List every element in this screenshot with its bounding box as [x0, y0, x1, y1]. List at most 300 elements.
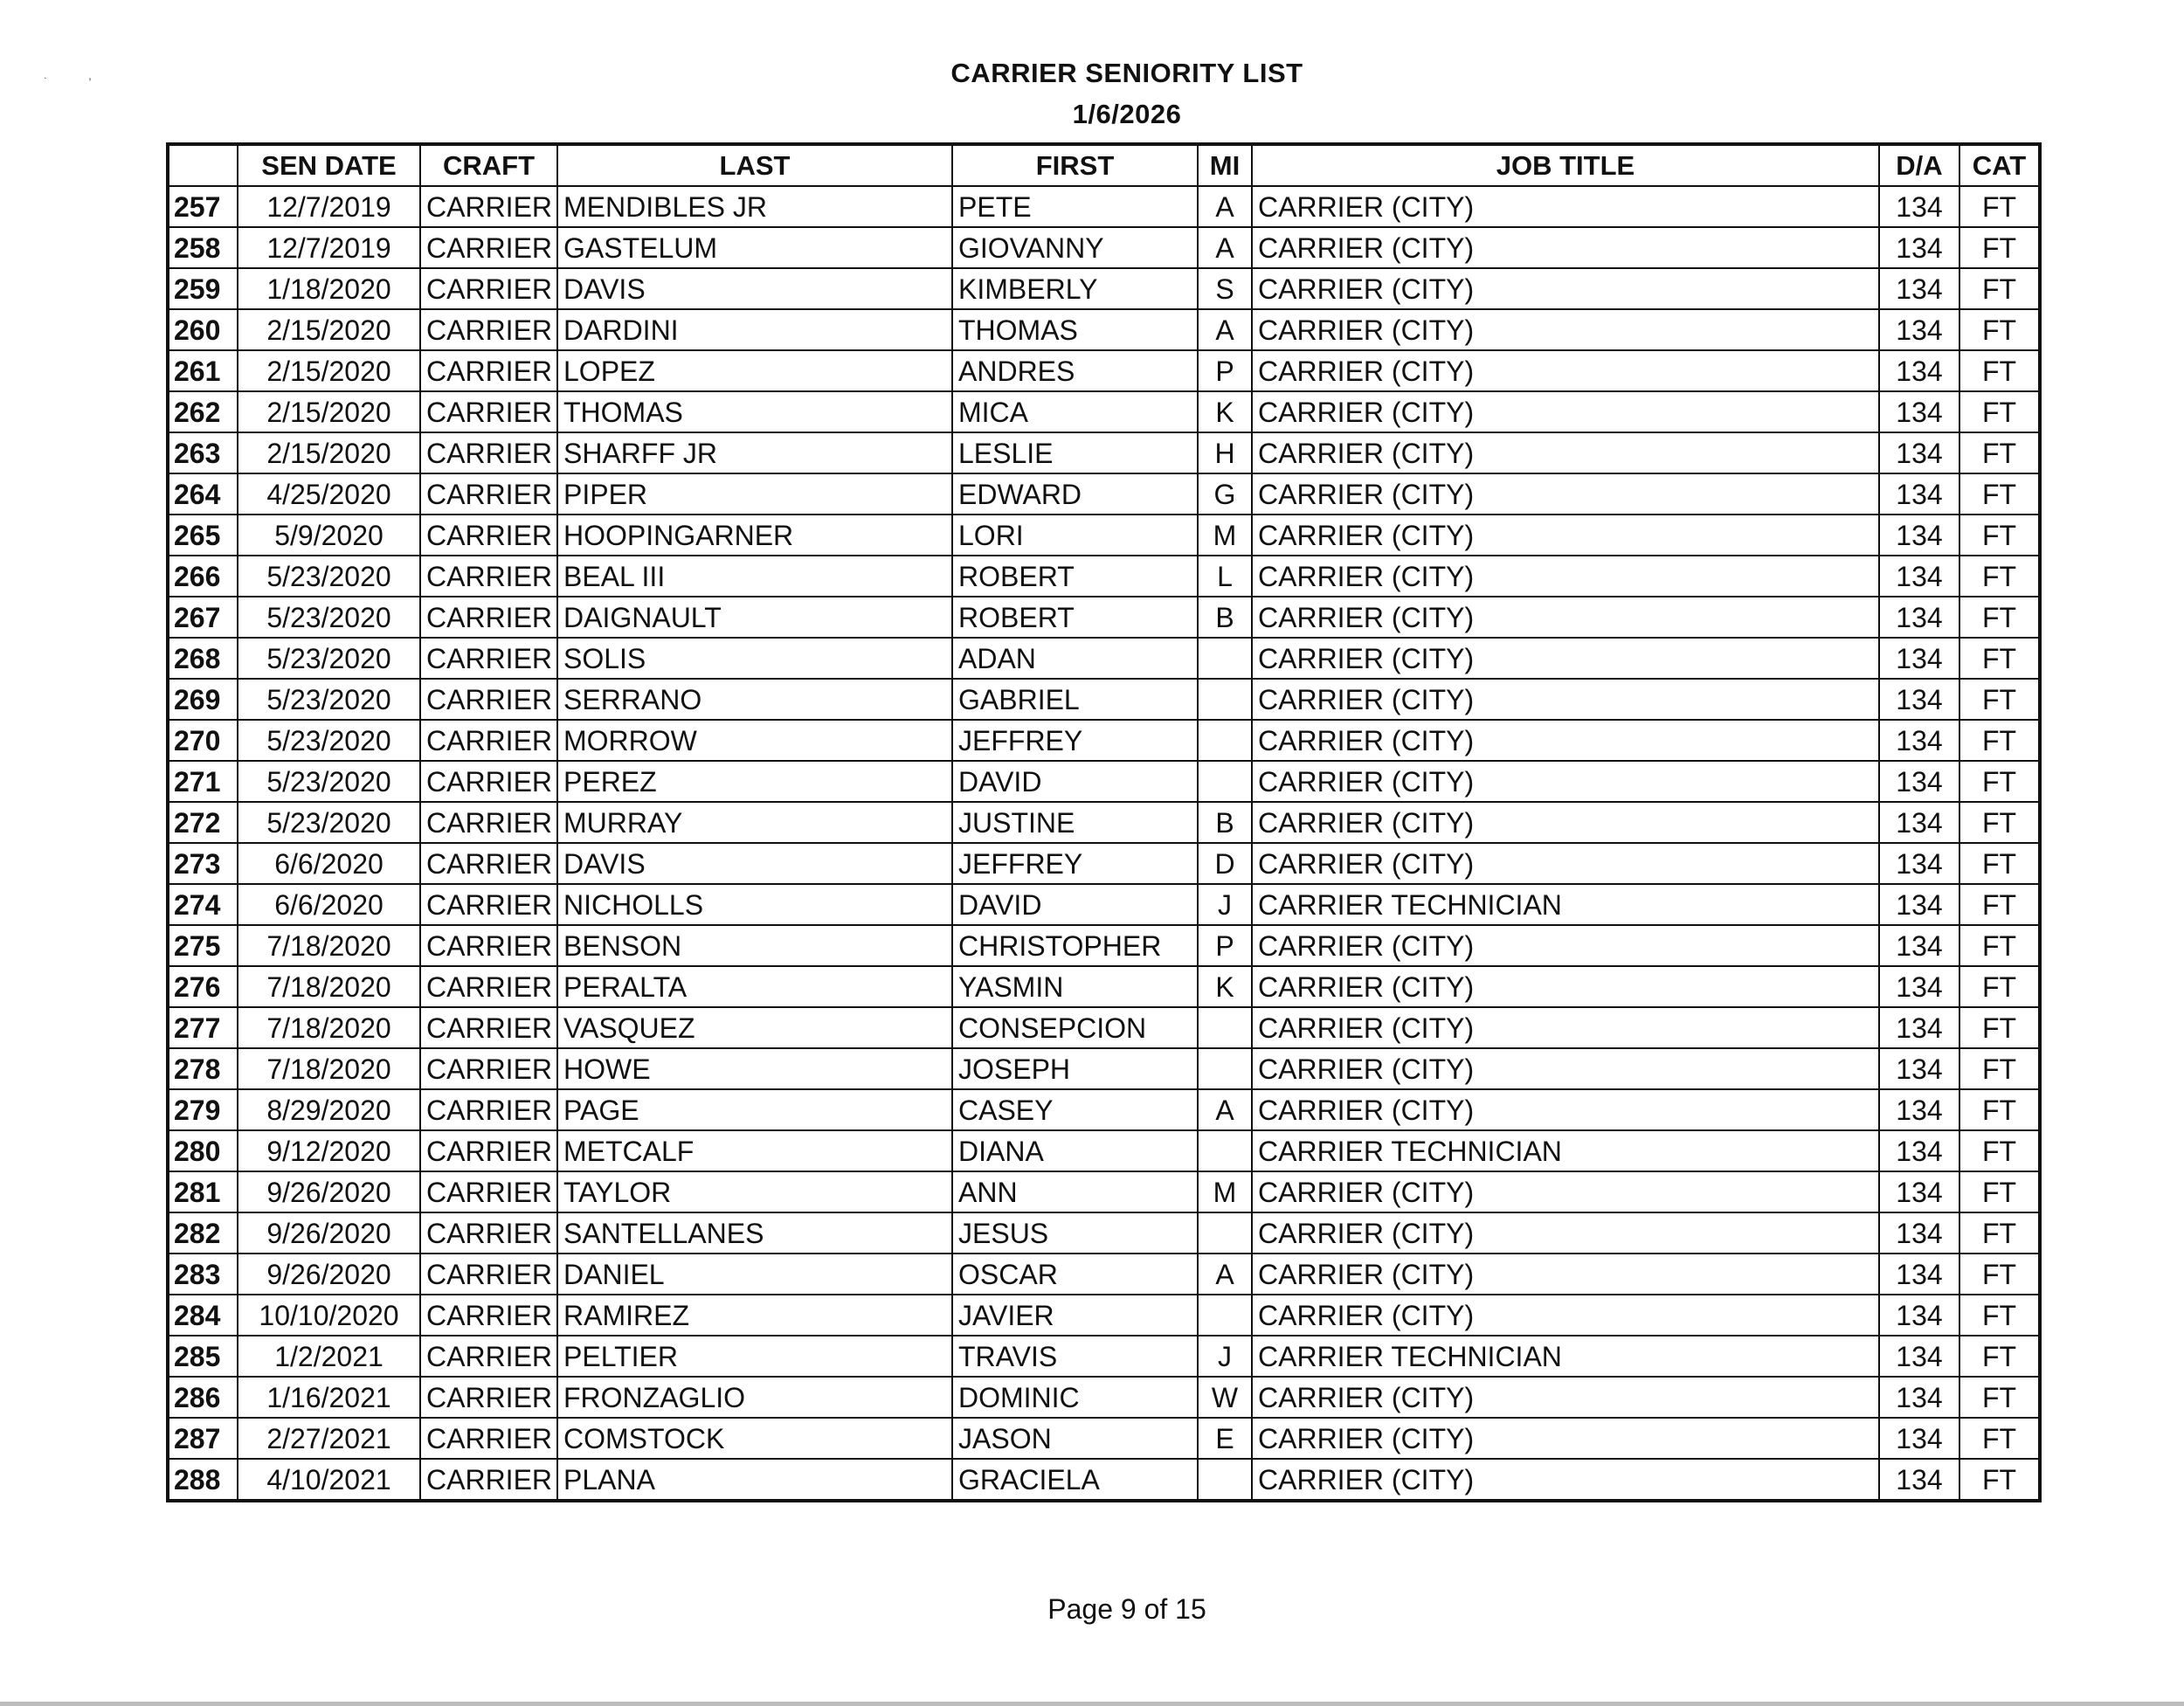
middle-initial-cell: B	[1198, 802, 1252, 843]
category-cell: FT	[1959, 1171, 2040, 1212]
row-number: 272	[168, 802, 238, 843]
table-row	[168, 1295, 2040, 1336]
row-number: 273	[168, 843, 238, 884]
craft-cell: CARRIER	[420, 966, 557, 1007]
sen-date-cell: 1/18/2020	[238, 268, 420, 309]
row-number: 263	[168, 432, 238, 473]
row-number: 257	[168, 186, 238, 227]
table-row	[168, 1130, 2040, 1171]
last-name-cell: PEREZ	[557, 761, 952, 802]
middle-initial-cell	[1198, 1130, 1252, 1171]
category-cell: FT	[1959, 679, 2040, 720]
table-row	[168, 720, 2040, 761]
job-title-cell: CARRIER (CITY)	[1252, 391, 1879, 432]
row-number: 280	[168, 1130, 238, 1171]
da-cell: 134	[1879, 1048, 1959, 1089]
da-cell: 134	[1879, 432, 1959, 473]
craft-cell: CARRIER	[420, 227, 557, 268]
row-number: 282	[168, 1212, 238, 1254]
first-name-cell: GABRIEL	[952, 679, 1198, 720]
table-row	[168, 638, 2040, 679]
scan-specks: ˙ ’	[44, 75, 92, 89]
category-cell: FT	[1959, 350, 2040, 391]
craft-cell: CARRIER	[420, 1089, 557, 1130]
craft-cell: CARRIER	[420, 1254, 557, 1295]
last-name-cell: SOLIS	[557, 638, 952, 679]
first-name-cell: ROBERT	[952, 556, 1198, 597]
da-cell: 134	[1879, 391, 1959, 432]
job-title-cell: CARRIER (CITY)	[1252, 761, 1879, 802]
first-name-cell: JAVIER	[952, 1295, 1198, 1336]
sen-date-cell: 7/18/2020	[238, 925, 420, 966]
middle-initial-cell: P	[1198, 925, 1252, 966]
da-cell: 134	[1879, 925, 1959, 966]
job-title-cell: CARRIER (CITY)	[1252, 843, 1879, 884]
middle-initial-cell: K	[1198, 966, 1252, 1007]
job-title-cell: CARRIER (CITY)	[1252, 1007, 1879, 1048]
da-cell: 134	[1879, 1459, 1959, 1501]
craft-cell: CARRIER	[420, 309, 557, 350]
row-number: 271	[168, 761, 238, 802]
job-title-cell: CARRIER (CITY)	[1252, 227, 1879, 268]
craft-cell: CARRIER	[420, 679, 557, 720]
first-name-cell: JEFFREY	[952, 720, 1198, 761]
middle-initial-cell: A	[1198, 309, 1252, 350]
last-name-cell: MENDIBLES JR	[557, 186, 952, 227]
first-name-cell: ROBERT	[952, 597, 1198, 638]
last-name-cell: COMSTOCK	[557, 1418, 952, 1459]
middle-initial-cell: P	[1198, 350, 1252, 391]
job-title-cell: CARRIER (CITY)	[1252, 638, 1879, 679]
first-name-cell: ANDRES	[952, 350, 1198, 391]
craft-cell: CARRIER	[420, 432, 557, 473]
craft-cell: CARRIER	[420, 925, 557, 966]
category-cell: FT	[1959, 1295, 2040, 1336]
sen-date-cell: 7/18/2020	[238, 1007, 420, 1048]
job-title-cell: CARRIER TECHNICIAN	[1252, 884, 1879, 925]
row-number: 278	[168, 1048, 238, 1089]
last-name-cell: BEAL III	[557, 556, 952, 597]
da-cell: 134	[1879, 473, 1959, 515]
da-cell: 134	[1879, 1212, 1959, 1254]
category-cell: FT	[1959, 227, 2040, 268]
category-cell: FT	[1959, 597, 2040, 638]
da-cell: 134	[1879, 1254, 1959, 1295]
middle-initial-cell	[1198, 1459, 1252, 1501]
header-first: FIRST	[952, 144, 1198, 186]
table-row	[168, 309, 2040, 350]
job-title-cell: CARRIER (CITY)	[1252, 1418, 1879, 1459]
table-row	[168, 679, 2040, 720]
sen-date-cell: 5/23/2020	[238, 761, 420, 802]
job-title-cell: CARRIER (CITY)	[1252, 350, 1879, 391]
middle-initial-cell	[1198, 761, 1252, 802]
last-name-cell: RAMIREZ	[557, 1295, 952, 1336]
list-date: 1/6/2026	[1072, 99, 1182, 129]
craft-cell: CARRIER	[420, 556, 557, 597]
first-name-cell: JOSEPH	[952, 1048, 1198, 1089]
sen-date-cell: 5/23/2020	[238, 638, 420, 679]
first-name-cell: JESUS	[952, 1212, 1198, 1254]
sen-date-cell: 9/26/2020	[238, 1254, 420, 1295]
row-number: 284	[168, 1295, 238, 1336]
middle-initial-cell: A	[1198, 227, 1252, 268]
page-title: CARRIER SENIORITY LIST	[950, 58, 1303, 88]
row-number: 258	[168, 227, 238, 268]
table-row	[168, 1377, 2040, 1418]
last-name-cell: MORROW	[557, 720, 952, 761]
table-row	[168, 761, 2040, 802]
sen-date-cell: 9/12/2020	[238, 1130, 420, 1171]
sen-date-cell: 2/15/2020	[238, 350, 420, 391]
header-cat: CAT	[1959, 144, 2040, 186]
job-title-cell: CARRIER (CITY)	[1252, 473, 1879, 515]
job-title-cell: CARRIER (CITY)	[1252, 925, 1879, 966]
row-number: 260	[168, 309, 238, 350]
table-row	[168, 432, 2040, 473]
category-cell: FT	[1959, 186, 2040, 227]
craft-cell: CARRIER	[420, 391, 557, 432]
da-cell: 134	[1879, 186, 1959, 227]
sen-date-cell: 5/9/2020	[238, 515, 420, 556]
table-row	[168, 1418, 2040, 1459]
sen-date-cell: 12/7/2019	[238, 186, 420, 227]
sen-date-cell: 1/2/2021	[238, 1336, 420, 1377]
craft-cell: CARRIER	[420, 350, 557, 391]
table-row	[168, 843, 2040, 884]
last-name-cell: FRONZAGLIO	[557, 1377, 952, 1418]
middle-initial-cell	[1198, 679, 1252, 720]
craft-cell: CARRIER	[420, 1377, 557, 1418]
table-row	[168, 350, 2040, 391]
table-row	[168, 1459, 2040, 1501]
header-last: LAST	[557, 144, 952, 186]
middle-initial-cell: W	[1198, 1377, 1252, 1418]
sen-date-cell: 5/23/2020	[238, 720, 420, 761]
table-row	[168, 268, 2040, 309]
craft-cell: CARRIER	[420, 1171, 557, 1212]
first-name-cell: CASEY	[952, 1089, 1198, 1130]
middle-initial-cell: G	[1198, 473, 1252, 515]
last-name-cell: PERALTA	[557, 966, 952, 1007]
da-cell: 134	[1879, 720, 1959, 761]
category-cell: FT	[1959, 1089, 2040, 1130]
job-title-cell: CARRIER TECHNICIAN	[1252, 1336, 1879, 1377]
middle-initial-cell	[1198, 1295, 1252, 1336]
craft-cell: CARRIER	[420, 1212, 557, 1254]
sen-date-cell: 1/16/2021	[238, 1377, 420, 1418]
sen-date-cell: 4/25/2020	[238, 473, 420, 515]
job-title-cell: CARRIER (CITY)	[1252, 186, 1879, 227]
job-title-cell: CARRIER (CITY)	[1252, 1377, 1879, 1418]
table-row	[168, 1254, 2040, 1295]
sen-date-cell: 5/23/2020	[238, 597, 420, 638]
first-name-cell: CONSEPCION	[952, 1007, 1198, 1048]
job-title-cell: CARRIER (CITY)	[1252, 1459, 1879, 1501]
row-number: 285	[168, 1336, 238, 1377]
sen-date-cell: 5/23/2020	[238, 556, 420, 597]
row-number: 259	[168, 268, 238, 309]
job-title-cell: CARRIER (CITY)	[1252, 720, 1879, 761]
table-row	[168, 186, 2040, 227]
middle-initial-cell: A	[1198, 186, 1252, 227]
sen-date-cell: 8/29/2020	[238, 1089, 420, 1130]
first-name-cell: ADAN	[952, 638, 1198, 679]
last-name-cell: HOOPINGARNER	[557, 515, 952, 556]
job-title-cell: CARRIER (CITY)	[1252, 966, 1879, 1007]
first-name-cell: DAVID	[952, 761, 1198, 802]
last-name-cell: DAVIS	[557, 268, 952, 309]
category-cell: FT	[1959, 556, 2040, 597]
da-cell: 134	[1879, 1418, 1959, 1459]
first-name-cell: DOMINIC	[952, 1377, 1198, 1418]
middle-initial-cell: A	[1198, 1089, 1252, 1130]
category-cell: FT	[1959, 1007, 2040, 1048]
category-cell: FT	[1959, 268, 2040, 309]
craft-cell: CARRIER	[420, 1336, 557, 1377]
first-name-cell: JASON	[952, 1418, 1198, 1459]
header-sen-date: SEN DATE	[238, 144, 420, 186]
da-cell: 134	[1879, 597, 1959, 638]
craft-cell: CARRIER	[420, 1007, 557, 1048]
middle-initial-cell: H	[1198, 432, 1252, 473]
craft-cell: CARRIER	[420, 1459, 557, 1501]
last-name-cell: DAVIS	[557, 843, 952, 884]
first-name-cell: DAVID	[952, 884, 1198, 925]
job-title-cell: CARRIER (CITY)	[1252, 1048, 1879, 1089]
last-name-cell: NICHOLLS	[557, 884, 952, 925]
job-title-cell: CARRIER (CITY)	[1252, 1254, 1879, 1295]
category-cell: FT	[1959, 1418, 2040, 1459]
job-title-cell: CARRIER (CITY)	[1252, 1089, 1879, 1130]
row-number: 287	[168, 1418, 238, 1459]
job-title-cell: CARRIER (CITY)	[1252, 268, 1879, 309]
table-row	[168, 1048, 2040, 1089]
first-name-cell: YASMIN	[952, 966, 1198, 1007]
first-name-cell: MICA	[952, 391, 1198, 432]
last-name-cell: MURRAY	[557, 802, 952, 843]
first-name-cell: JUSTINE	[952, 802, 1198, 843]
last-name-cell: SERRANO	[557, 679, 952, 720]
first-name-cell: GRACIELA	[952, 1459, 1198, 1501]
craft-cell: CARRIER	[420, 473, 557, 515]
first-name-cell: OSCAR	[952, 1254, 1198, 1295]
sen-date-cell: 2/27/2021	[238, 1418, 420, 1459]
last-name-cell: TAYLOR	[557, 1171, 952, 1212]
middle-initial-cell	[1198, 1007, 1252, 1048]
sen-date-cell: 7/18/2020	[238, 1048, 420, 1089]
sen-date-cell: 9/26/2020	[238, 1171, 420, 1212]
middle-initial-cell	[1198, 720, 1252, 761]
craft-cell: CARRIER	[420, 843, 557, 884]
last-name-cell: DAIGNAULT	[557, 597, 952, 638]
last-name-cell: PAGE	[557, 1089, 952, 1130]
category-cell: FT	[1959, 432, 2040, 473]
table-row	[168, 802, 2040, 843]
row-number: 267	[168, 597, 238, 638]
middle-initial-cell	[1198, 638, 1252, 679]
job-title-cell: CARRIER (CITY)	[1252, 802, 1879, 843]
da-cell: 134	[1879, 679, 1959, 720]
table-row	[168, 556, 2040, 597]
sen-date-cell: 6/6/2020	[238, 884, 420, 925]
row-number: 269	[168, 679, 238, 720]
last-name-cell: HOWE	[557, 1048, 952, 1089]
table-row	[168, 1007, 2040, 1048]
row-number: 274	[168, 884, 238, 925]
craft-cell: CARRIER	[420, 1048, 557, 1089]
middle-initial-cell: B	[1198, 597, 1252, 638]
da-cell: 134	[1879, 1336, 1959, 1377]
middle-initial-cell: J	[1198, 884, 1252, 925]
page-number: Page 9 of 15	[1047, 1593, 1206, 1625]
table-row	[168, 1212, 2040, 1254]
category-cell: FT	[1959, 925, 2040, 966]
last-name-cell: BENSON	[557, 925, 952, 966]
category-cell: FT	[1959, 1336, 2040, 1377]
job-title-cell: CARRIER (CITY)	[1252, 515, 1879, 556]
middle-initial-cell: D	[1198, 843, 1252, 884]
header-num	[168, 144, 238, 186]
last-name-cell: GASTELUM	[557, 227, 952, 268]
da-cell: 134	[1879, 966, 1959, 1007]
category-cell: FT	[1959, 309, 2040, 350]
middle-initial-cell	[1198, 1048, 1252, 1089]
job-title-cell: CARRIER (CITY)	[1252, 432, 1879, 473]
craft-cell: CARRIER	[420, 597, 557, 638]
craft-cell: CARRIER	[420, 638, 557, 679]
last-name-cell: PLANA	[557, 1459, 952, 1501]
row-number: 270	[168, 720, 238, 761]
first-name-cell: TRAVIS	[952, 1336, 1198, 1377]
table-row	[168, 597, 2040, 638]
craft-cell: CARRIER	[420, 186, 557, 227]
table-row	[168, 1089, 2040, 1130]
last-name-cell: VASQUEZ	[557, 1007, 952, 1048]
craft-cell: CARRIER	[420, 802, 557, 843]
job-title-cell: CARRIER TECHNICIAN	[1252, 1130, 1879, 1171]
last-name-cell: THOMAS	[557, 391, 952, 432]
sen-date-cell: 9/26/2020	[238, 1212, 420, 1254]
row-number: 268	[168, 638, 238, 679]
last-name-cell: PELTIER	[557, 1336, 952, 1377]
middle-initial-cell: S	[1198, 268, 1252, 309]
first-name-cell: ANN	[952, 1171, 1198, 1212]
da-cell: 134	[1879, 268, 1959, 309]
last-name-cell: LOPEZ	[557, 350, 952, 391]
category-cell: FT	[1959, 1377, 2040, 1418]
table-row	[168, 473, 2040, 515]
category-cell: FT	[1959, 802, 2040, 843]
row-number: 261	[168, 350, 238, 391]
craft-cell: CARRIER	[420, 884, 557, 925]
job-title-cell: CARRIER (CITY)	[1252, 1171, 1879, 1212]
table-header-row	[168, 144, 2040, 186]
first-name-cell: PETE	[952, 186, 1198, 227]
header-job-title: JOB TITLE	[1252, 144, 1879, 186]
middle-initial-cell: L	[1198, 556, 1252, 597]
row-number: 283	[168, 1254, 238, 1295]
middle-initial-cell: A	[1198, 1254, 1252, 1295]
seniority-table	[166, 142, 2042, 1502]
job-title-cell: CARRIER (CITY)	[1252, 556, 1879, 597]
craft-cell: CARRIER	[420, 1295, 557, 1336]
first-name-cell: DIANA	[952, 1130, 1198, 1171]
category-cell: FT	[1959, 884, 2040, 925]
scan-edge	[0, 1702, 2184, 1706]
row-number: 277	[168, 1007, 238, 1048]
first-name-cell: CHRISTOPHER	[952, 925, 1198, 966]
first-name-cell: JEFFREY	[952, 843, 1198, 884]
table-body	[168, 186, 2040, 1501]
sen-date-cell: 5/23/2020	[238, 802, 420, 843]
table-row	[168, 1171, 2040, 1212]
middle-initial-cell: J	[1198, 1336, 1252, 1377]
row-number: 265	[168, 515, 238, 556]
first-name-cell: THOMAS	[952, 309, 1198, 350]
job-title-cell: CARRIER (CITY)	[1252, 1295, 1879, 1336]
category-cell: FT	[1959, 1212, 2040, 1254]
da-cell: 134	[1879, 515, 1959, 556]
row-number: 286	[168, 1377, 238, 1418]
da-cell: 134	[1879, 227, 1959, 268]
first-name-cell: GIOVANNY	[952, 227, 1198, 268]
craft-cell: CARRIER	[420, 720, 557, 761]
category-cell: FT	[1959, 720, 2040, 761]
da-cell: 134	[1879, 802, 1959, 843]
header-mi: MI	[1198, 144, 1252, 186]
category-cell: FT	[1959, 843, 2040, 884]
table-row	[168, 925, 2040, 966]
table-row	[168, 966, 2040, 1007]
job-title-cell: CARRIER (CITY)	[1252, 1212, 1879, 1254]
middle-initial-cell: M	[1198, 515, 1252, 556]
craft-cell: CARRIER	[420, 1418, 557, 1459]
da-cell: 134	[1879, 1295, 1959, 1336]
craft-cell: CARRIER	[420, 761, 557, 802]
table-row	[168, 391, 2040, 432]
category-cell: FT	[1959, 1459, 2040, 1501]
first-name-cell: EDWARD	[952, 473, 1198, 515]
middle-initial-cell: M	[1198, 1171, 1252, 1212]
category-cell: FT	[1959, 1254, 2040, 1295]
sen-date-cell: 2/15/2020	[238, 391, 420, 432]
sen-date-cell: 5/23/2020	[238, 679, 420, 720]
sen-date-cell: 12/7/2019	[238, 227, 420, 268]
middle-initial-cell: K	[1198, 391, 1252, 432]
sen-date-cell: 7/18/2020	[238, 966, 420, 1007]
first-name-cell: KIMBERLY	[952, 268, 1198, 309]
da-cell: 134	[1879, 1130, 1959, 1171]
row-number: 276	[168, 966, 238, 1007]
da-cell: 134	[1879, 1171, 1959, 1212]
da-cell: 134	[1879, 1007, 1959, 1048]
da-cell: 134	[1879, 1377, 1959, 1418]
first-name-cell: LESLIE	[952, 432, 1198, 473]
row-number: 275	[168, 925, 238, 966]
table-row	[168, 884, 2040, 925]
job-title-cell: CARRIER (CITY)	[1252, 597, 1879, 638]
da-cell: 134	[1879, 556, 1959, 597]
table-row	[168, 515, 2040, 556]
craft-cell: CARRIER	[420, 515, 557, 556]
row-number: 288	[168, 1459, 238, 1501]
da-cell: 134	[1879, 884, 1959, 925]
category-cell: FT	[1959, 638, 2040, 679]
da-cell: 134	[1879, 761, 1959, 802]
row-number: 262	[168, 391, 238, 432]
table-row	[168, 1336, 2040, 1377]
